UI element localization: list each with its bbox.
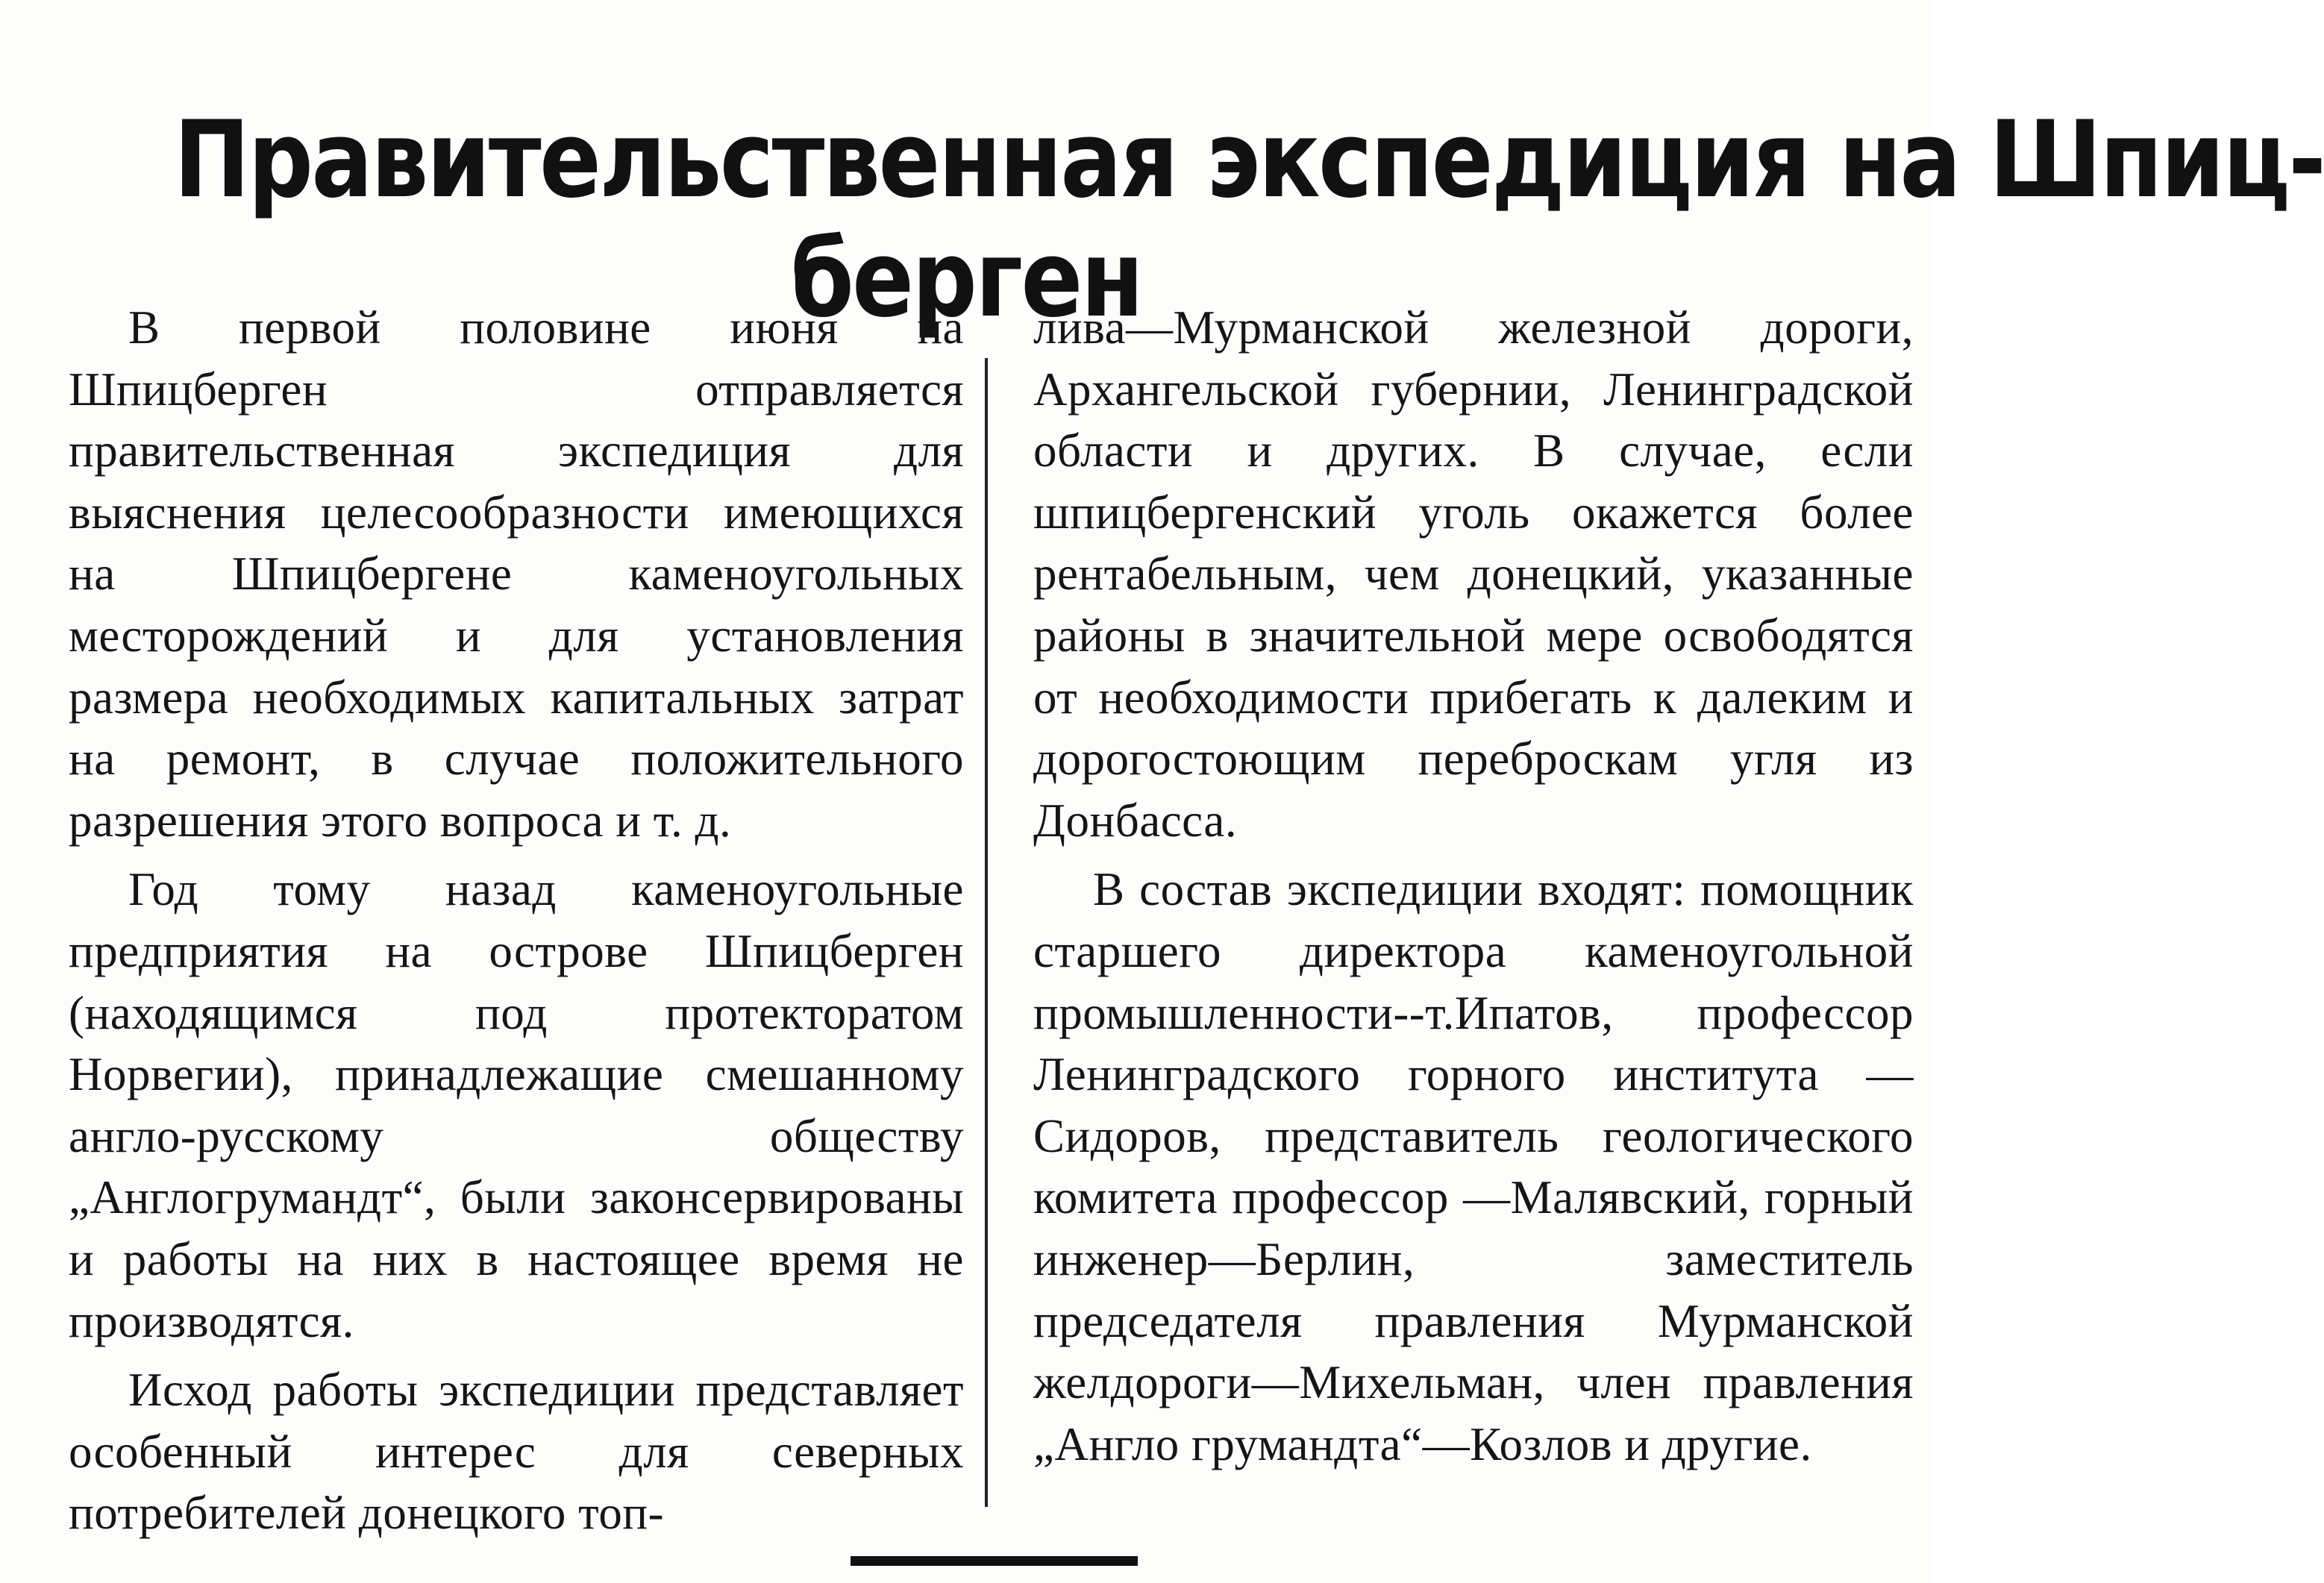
headline-line-1: Правительственная экспедиция на Шпиц-	[173, 98, 2324, 222]
paragraph-4: В состав экспедиции входят: помощник старшего директора каменоугольной промышленности--т.Ипатов, профессор Ленинградского горного института — Сидоров, представитель геологического комитета профессор —Малявский, горный инженер—Берлин, заместитель председателя правления Мурманской желдороги—Михельман, член правления „Англо грумандта“—Козлов и другие.	[1033, 863, 1914, 1470]
right-column	[1033, 297, 1914, 1475]
end-rule	[851, 1556, 1138, 1566]
left-column	[69, 297, 964, 1544]
paragraph-3-continued: лива—Мурманской железной дороги, Архангельской губернии, Ленинградской области и других. В случае, если шпицбергенский уголь окажется более рентабельным, чем донецкий, указанные районы в значительной мере освободятся от необходимости прибегать к далеким и дорогостоющим переброскам угля из Донбасса.	[1033, 301, 1914, 847]
paragraph-1: В первой половине июня на Шпицберген отправляется правительственная экспедиция для выяснения целесообразности имеющихся на Шпицбергене каменоугольных месторождений и для установления размера необходимых капитальных затрат на ремонт, в случае положительного разрешения этого вопроса и т. д.	[69, 301, 964, 847]
paragraph-2: Год тому назад каменоугольные предприятия на острове Шпицберген (находящимся под протекторатом Норвегии), принадлежащие смешанному англо-русскому обществу „Англогрумандт“, были законсервированы и работы на них в настоящее время не производятся.	[69, 863, 964, 1347]
column-divider	[985, 358, 988, 1507]
headline-line-2: берген	[790, 218, 1142, 342]
paragraph-3: Исход работы экспедиции представляет особенный интерес для северных потребителей донецкого топ-	[69, 1364, 964, 1540]
